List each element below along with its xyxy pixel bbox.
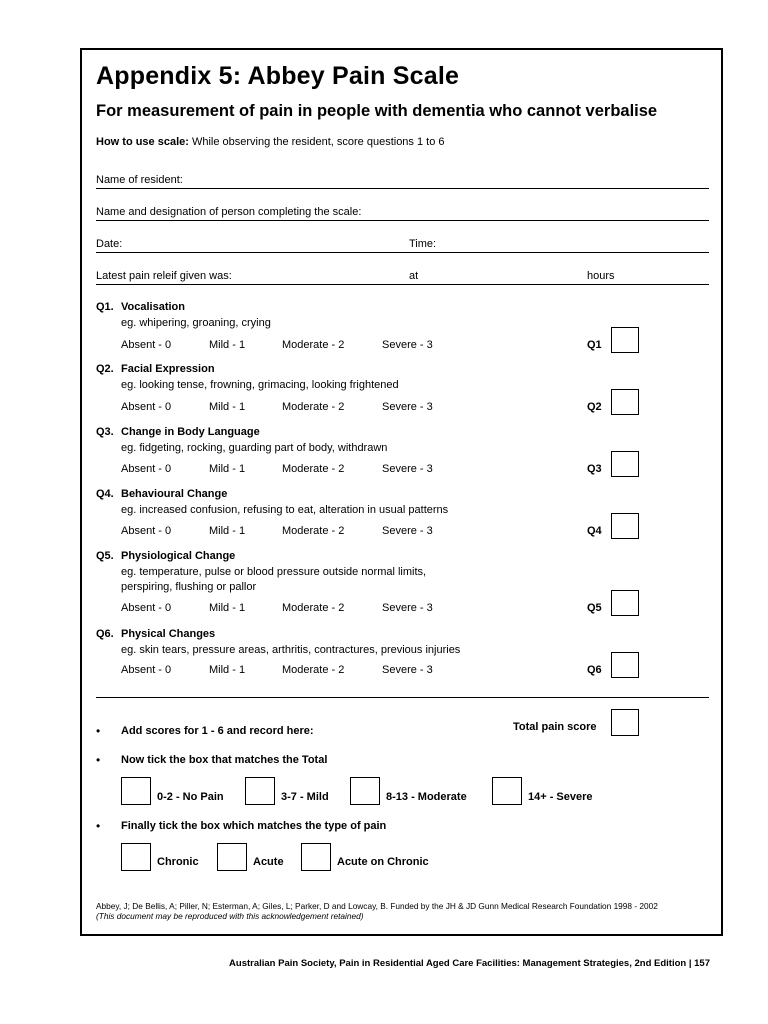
question-number: Q6. bbox=[96, 628, 114, 640]
hours-label: hours bbox=[587, 270, 615, 282]
completer-label: Name and designation of person completing the scale: bbox=[96, 206, 362, 218]
option-mild: Mild - 1 bbox=[209, 463, 246, 475]
question-desc: eg. temperature, pulse or blood pressure outside normal limits, bbox=[121, 566, 427, 578]
resident-label: Name of resident: bbox=[96, 174, 183, 186]
option-absent: Absent - 0 bbox=[121, 664, 172, 676]
no-pain-label: 0-2 - No Pain bbox=[157, 791, 224, 803]
question-number: Q5. bbox=[96, 550, 114, 562]
acute-on-chronic-label: Acute on Chronic bbox=[337, 856, 429, 868]
option-mild: Mild - 1 bbox=[209, 525, 246, 537]
chronic-label: Chronic bbox=[157, 856, 199, 868]
option-moderate: Moderate - 2 bbox=[282, 401, 345, 413]
question-desc: eg. skin tears, pressure areas, arthritis, contractures, previous injuries bbox=[121, 644, 461, 656]
date-time-field[interactable] bbox=[96, 252, 709, 253]
q3-label: Q3 bbox=[587, 463, 602, 475]
add-scores-text: Add scores for 1 - 6 and record here: bbox=[121, 725, 314, 737]
option-mild: Mild - 1 bbox=[209, 664, 246, 676]
option-absent: Absent - 0 bbox=[121, 339, 172, 351]
question-number: Q2. bbox=[96, 363, 114, 375]
option-moderate: Moderate - 2 bbox=[282, 525, 345, 537]
question-desc: eg. fidgeting, rocking, guarding part of body, withdrawn bbox=[121, 442, 388, 454]
option-severe: Severe - 3 bbox=[382, 664, 433, 676]
q1-label: Q1 bbox=[587, 339, 602, 351]
q5-score-box[interactable] bbox=[611, 590, 639, 616]
completer-field[interactable] bbox=[96, 220, 709, 221]
page-subtitle: For measurement of pain in people with dementia who cannot verbalise bbox=[96, 102, 658, 120]
question-desc-continued: perspiring, flushing or pallor bbox=[121, 581, 257, 593]
severe-pain-label: 14+ - Severe bbox=[528, 791, 593, 803]
question-desc: eg. whipering, groaning, crying bbox=[121, 317, 271, 329]
relief-label: Latest pain releif given was: bbox=[96, 270, 232, 282]
question-title: Physical Changes bbox=[121, 628, 216, 640]
option-moderate: Moderate - 2 bbox=[282, 463, 345, 475]
question-title: Behavioural Change bbox=[121, 488, 228, 500]
citation-authors: Abbey, J; De Bellis, A; Piller, N; Esterman, A; Giles, L; Parker, D and Lowcay, B. Funded by the JH & JD Gunn Medical Research Foundation 1998 - 2002 bbox=[96, 901, 658, 911]
question-desc: eg. increased confusion, refusing to eat, alteration in usual patterns bbox=[121, 504, 449, 516]
q2-label: Q2 bbox=[587, 401, 602, 413]
bullet: • bbox=[96, 724, 101, 738]
q4-label: Q4 bbox=[587, 525, 602, 537]
no-pain-checkbox[interactable] bbox=[121, 777, 151, 805]
option-severe: Severe - 3 bbox=[382, 401, 433, 413]
question-number: Q1. bbox=[96, 301, 114, 313]
question-title: Change in Body Language bbox=[121, 426, 260, 438]
mild-pain-checkbox[interactable] bbox=[245, 777, 275, 805]
option-absent: Absent - 0 bbox=[121, 463, 172, 475]
option-severe: Severe - 3 bbox=[382, 602, 433, 614]
option-absent: Absent - 0 bbox=[121, 525, 172, 537]
tick-type-instruction: Finally tick the box which matches the type of pain bbox=[121, 820, 387, 832]
moderate-pain-checkbox[interactable] bbox=[350, 777, 380, 805]
moderate-pain-label: 8-13 - Moderate bbox=[386, 791, 467, 803]
option-moderate: Moderate - 2 bbox=[282, 339, 345, 351]
section-divider bbox=[96, 697, 709, 698]
time-label: Time: bbox=[409, 238, 437, 250]
q6-label: Q6 bbox=[587, 664, 602, 676]
question-title: Vocalisation bbox=[121, 301, 185, 313]
how-to-label: How to use scale: bbox=[96, 136, 189, 148]
severe-pain-checkbox[interactable] bbox=[492, 777, 522, 805]
how-to-text: While observing the resident, score questions 1 to 6 bbox=[188, 136, 445, 148]
tick-total-instruction: Now tick the box that matches the Total bbox=[121, 754, 328, 766]
question-title: Facial Expression bbox=[121, 363, 215, 375]
q4-score-box[interactable] bbox=[611, 513, 639, 539]
acute-on-chronic-checkbox[interactable] bbox=[301, 843, 331, 871]
citation-note bbox=[96, 911, 363, 921]
option-absent: Absent - 0 bbox=[121, 401, 172, 413]
q5-label: Q5 bbox=[587, 602, 602, 614]
citation-note-text: (This document may be reproduced with this acknowledgement retained) bbox=[96, 911, 364, 921]
total-score-label: Total pain score bbox=[513, 721, 597, 733]
relief-field[interactable] bbox=[96, 284, 709, 285]
question-number: Q4. bbox=[96, 488, 114, 500]
option-severe: Severe - 3 bbox=[382, 463, 433, 475]
option-mild: Mild - 1 bbox=[209, 602, 246, 614]
date-label: Date: bbox=[96, 238, 123, 250]
chronic-checkbox[interactable] bbox=[121, 843, 151, 871]
page-title: Appendix 5: Abbey Pain Scale bbox=[96, 62, 460, 90]
resident-field[interactable] bbox=[96, 188, 709, 189]
q2-score-box[interactable] bbox=[611, 389, 639, 415]
how-to-use bbox=[96, 136, 445, 148]
acute-checkbox[interactable] bbox=[217, 843, 247, 871]
option-severe: Severe - 3 bbox=[382, 525, 433, 537]
option-mild: Mild - 1 bbox=[209, 339, 246, 351]
question-desc: eg. looking tense, frowning, grimacing, looking frightened bbox=[121, 379, 399, 391]
option-moderate: Moderate - 2 bbox=[282, 602, 345, 614]
q1-score-box[interactable] bbox=[611, 327, 639, 353]
option-moderate: Moderate - 2 bbox=[282, 664, 345, 676]
at-label: at bbox=[409, 270, 419, 282]
question-title: Physiological Change bbox=[121, 550, 236, 562]
option-absent: Absent - 0 bbox=[121, 602, 172, 614]
acute-label: Acute bbox=[253, 856, 284, 868]
bullet: • bbox=[96, 819, 101, 833]
q3-score-box[interactable] bbox=[611, 451, 639, 477]
q6-score-box[interactable] bbox=[611, 652, 639, 678]
total-score-box[interactable] bbox=[611, 709, 639, 736]
option-severe: Severe - 3 bbox=[382, 339, 433, 351]
question-number: Q3. bbox=[96, 426, 114, 438]
page-footer: Australian Pain Society, Pain in Residential Aged Care Facilities: Management Strategies, 2nd Edition | 157 bbox=[229, 958, 710, 969]
bullet: • bbox=[96, 753, 101, 767]
mild-pain-label: 3-7 - Mild bbox=[281, 791, 329, 803]
option-mild: Mild - 1 bbox=[209, 401, 246, 413]
